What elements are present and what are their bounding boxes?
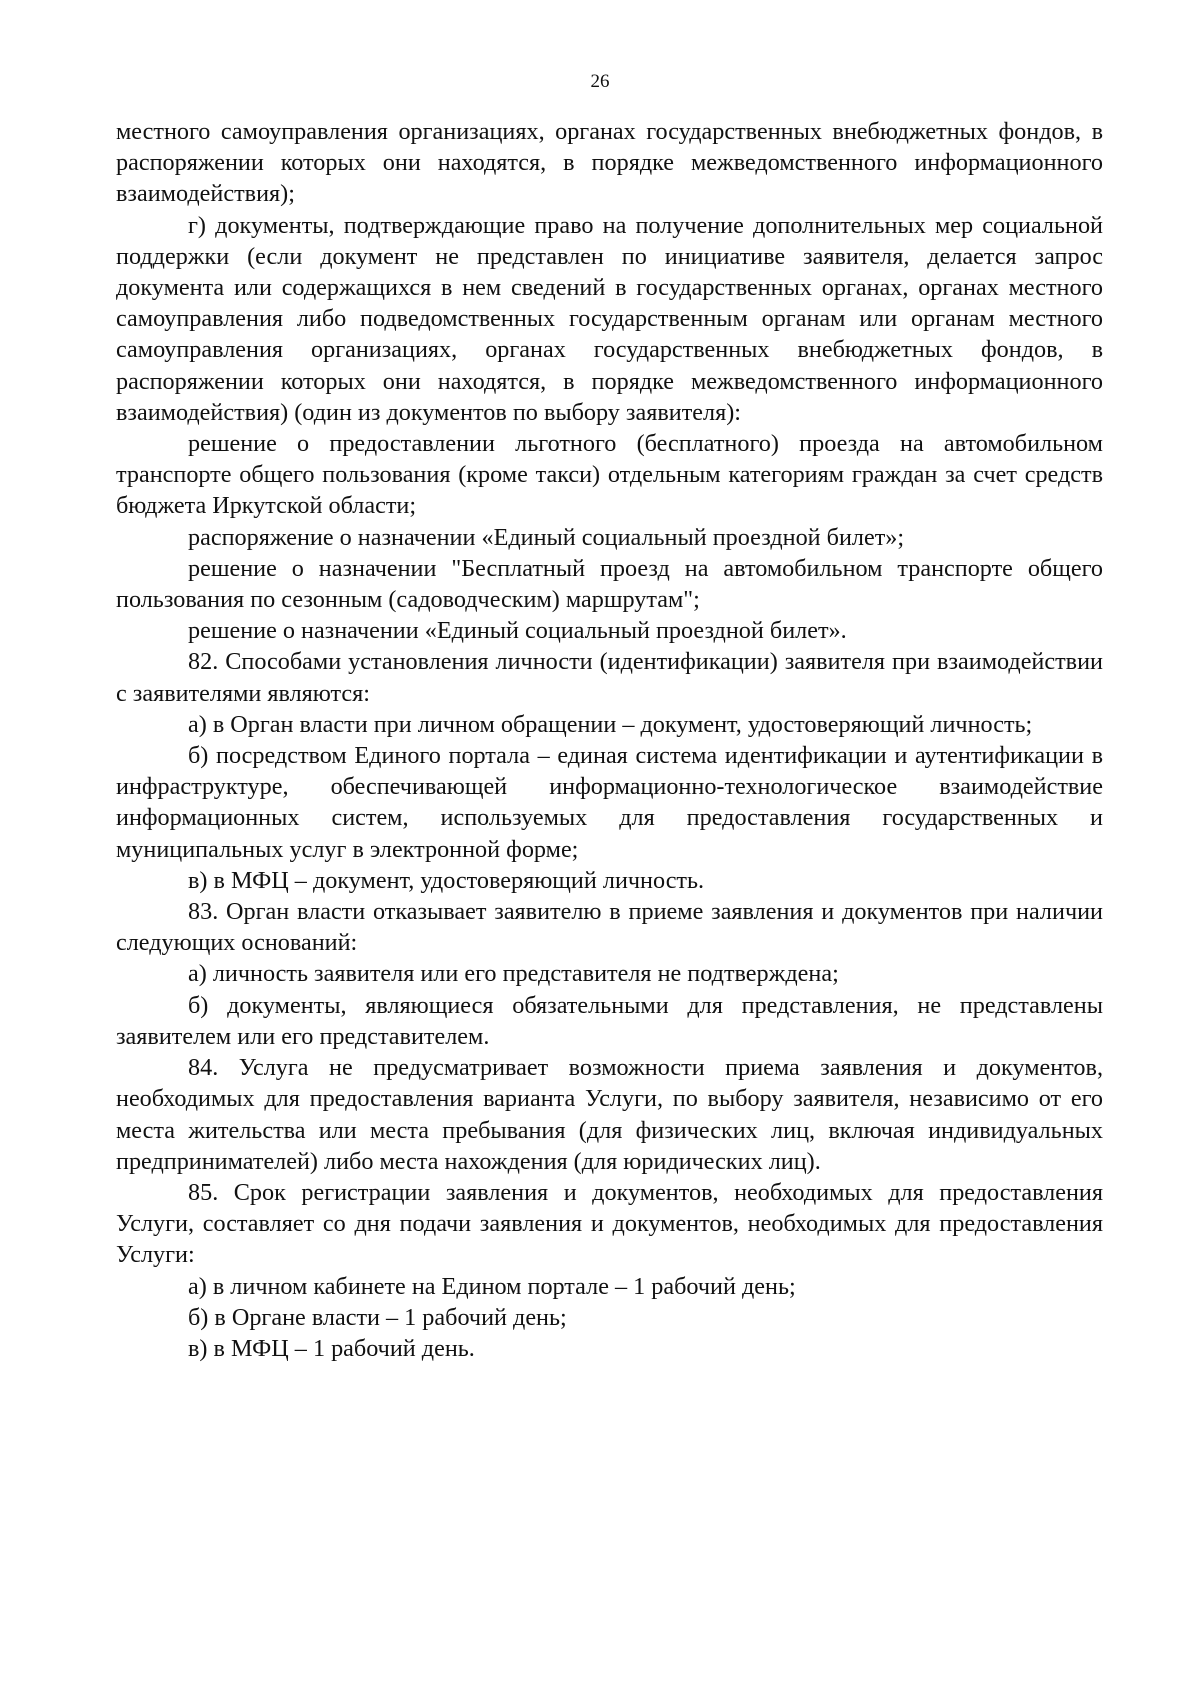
paragraph: а) в личном кабинете на Едином портале – 1 рабочий день; [188, 1272, 796, 1300]
paragraph: местного самоуправления организациях, органах государственных внебюджетных фондов, в распоряжении которых они находятся, в порядке межведомственного информационного взаимодействия); [116, 118, 1103, 208]
paragraph: решение о назначении "Бесплатный проезд на автомобильном транспорте общего пользования по сезонным (садоводческим) маршрутам"; [116, 554, 1103, 614]
paragraph: 82. Способами установления личности (идентификации) заявителя при взаимодействии с заявителями являются: [116, 648, 1103, 707]
paragraph: б) документы, являющиеся обязательными для представления, не представлены заявителем или его представителем. [116, 991, 1103, 1050]
paragraph: в) в МФЦ – 1 рабочий день. [188, 1334, 475, 1362]
paragraph: г) документы, подтверждающие право на получение дополнительных мер социальной поддержки (если документ не представлен по инициативе заявителя, делается запрос документа или содержащихся в нем сведений в государственных органах, органах местного самоуправления либо подведомственных государственным органам или органам местного самоуправления организациях, органах государственных внебюджетных фондов, в распоряжении которых они находятся, в порядке межведомственного информационного взаимодействия) (один из документов по выбору заявителя): [116, 211, 1103, 426]
paragraph: б) в Органе власти – 1 рабочий день; [188, 1303, 567, 1331]
paragraph: в) в МФЦ – документ, удостоверяющий личность. [188, 866, 705, 894]
paragraph: 84. Услуга не предусматривает возможности приема заявления и документов, необходимых для предоставления варианта Услуги, по выбору заявителя, независимо от его места жительства или места пребывания (для физических лиц, включая индивидуальных предпринимателей) либо места нахождения (для юридических лиц). [116, 1054, 1103, 1175]
paragraph: 83. Орган власти отказывает заявителю в приеме заявления и документов при наличии следующих оснований: [116, 898, 1103, 957]
paragraph: а) в Орган власти при личном обращении – документ, удостоверяющий личность; [188, 710, 1033, 738]
paragraph: а) личность заявителя или его представителя не подтверждена; [188, 960, 839, 988]
paragraph: 85. Срок регистрации заявления и документов, необходимых для предоставления Услуги, составляет со дня подачи заявления и документов, необходимых для предоставления Услуги: [116, 1178, 1103, 1269]
paragraph: решение о предоставлении льготного (бесплатного) проезда на автомобильном транспорте общего пользования (кроме такси) отдельным категориям граждан за счет средств бюджета Иркутской области; [116, 430, 1103, 520]
document-body [116, 116, 1103, 1364]
page-number: 26 [590, 71, 610, 92]
paragraph: решение о назначении «Единый социальный проездной билет». [188, 617, 847, 645]
paragraph: б) посредством Единого портала – единая система идентификации и аутентификации в инфраструктуре, обеспечивающей информационно-технологическое взаимодействие информационных систем, используемых для предоставления государственных и муниципальных услуг в электронной форме; [116, 742, 1103, 863]
paragraph: распоряжение о назначении «Единый социальный проездной билет»; [188, 523, 905, 551]
